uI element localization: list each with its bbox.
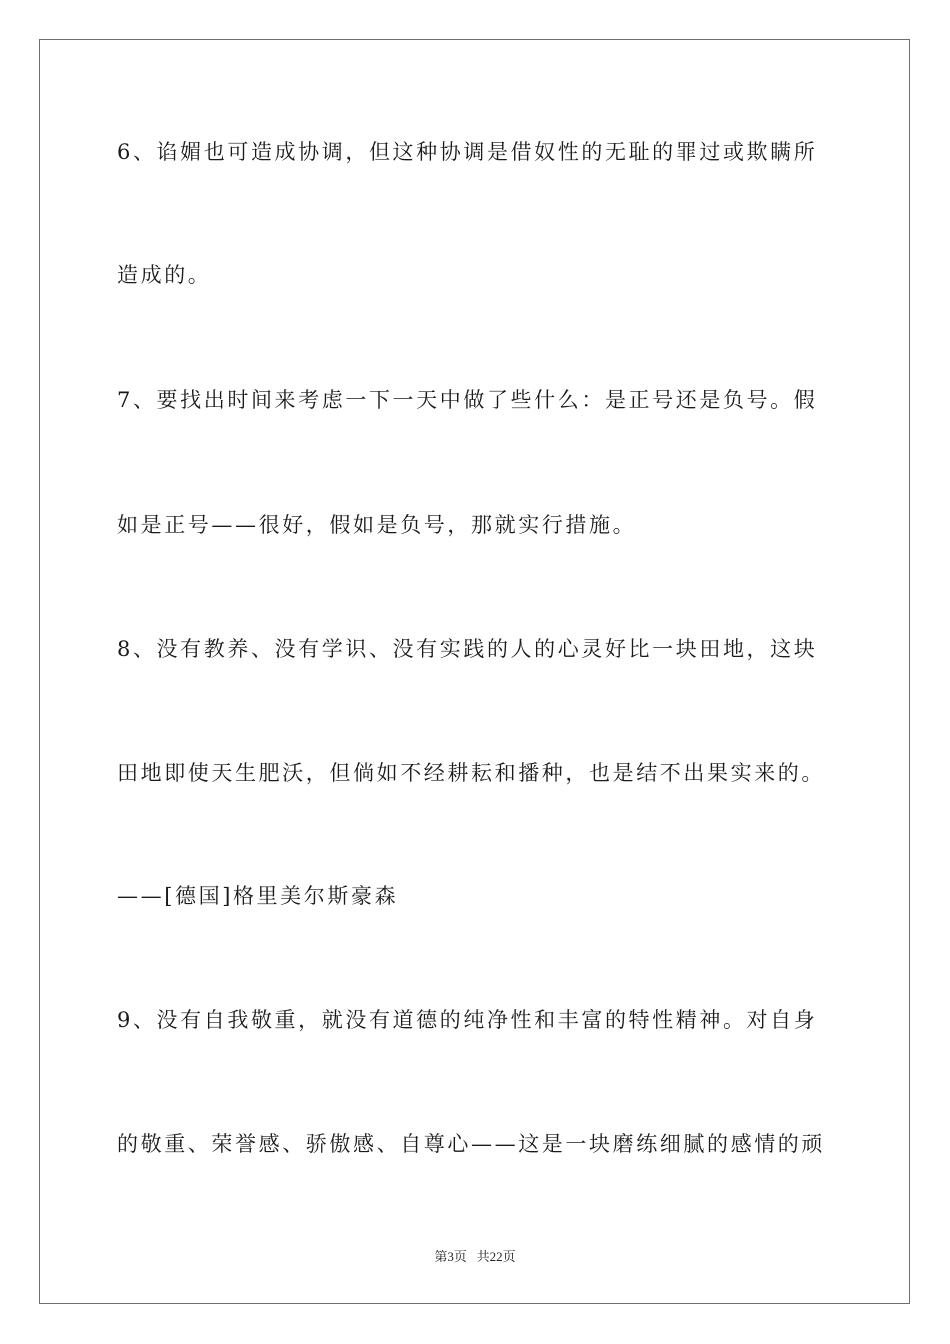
- quote-6-line-2: 造成的。: [117, 263, 212, 287]
- quote-9-line-1: 9、没有自我敬重，就没有道德的纯净性和丰富的特性精神。对自身: [117, 1008, 818, 1032]
- quote-8-attribution: ——[德国]格里美尔斯豪森: [117, 884, 399, 908]
- quote-6-line-1: 6、谄媚也可造成协调，但这种协调是借奴性的无耻的罪过或欺瞒所: [117, 140, 818, 164]
- quote-8-line-1: 8、没有教养、没有学识、没有实践的人的心灵好比一块田地，这块: [117, 637, 818, 661]
- quote-7-line-1: 7、要找出时间来考虑一下一天中做了些什么：是正号还是负号。假: [117, 388, 818, 412]
- page-border: [39, 39, 910, 1304]
- page-number-footer: 第3页 共22页: [434, 1249, 516, 1264]
- quote-8-line-2: 田地即使天生肥沃，但倘如不经耕耘和播种，也是结不出果实来的。: [117, 761, 825, 785]
- quote-7-line-2: 如是正号——很好，假如是负号，那就实行措施。: [117, 513, 637, 537]
- quote-9-line-2: 的敬重、荣誉感、骄傲感、自尊心——这是一块磨练细腻的感情的顽: [117, 1132, 825, 1156]
